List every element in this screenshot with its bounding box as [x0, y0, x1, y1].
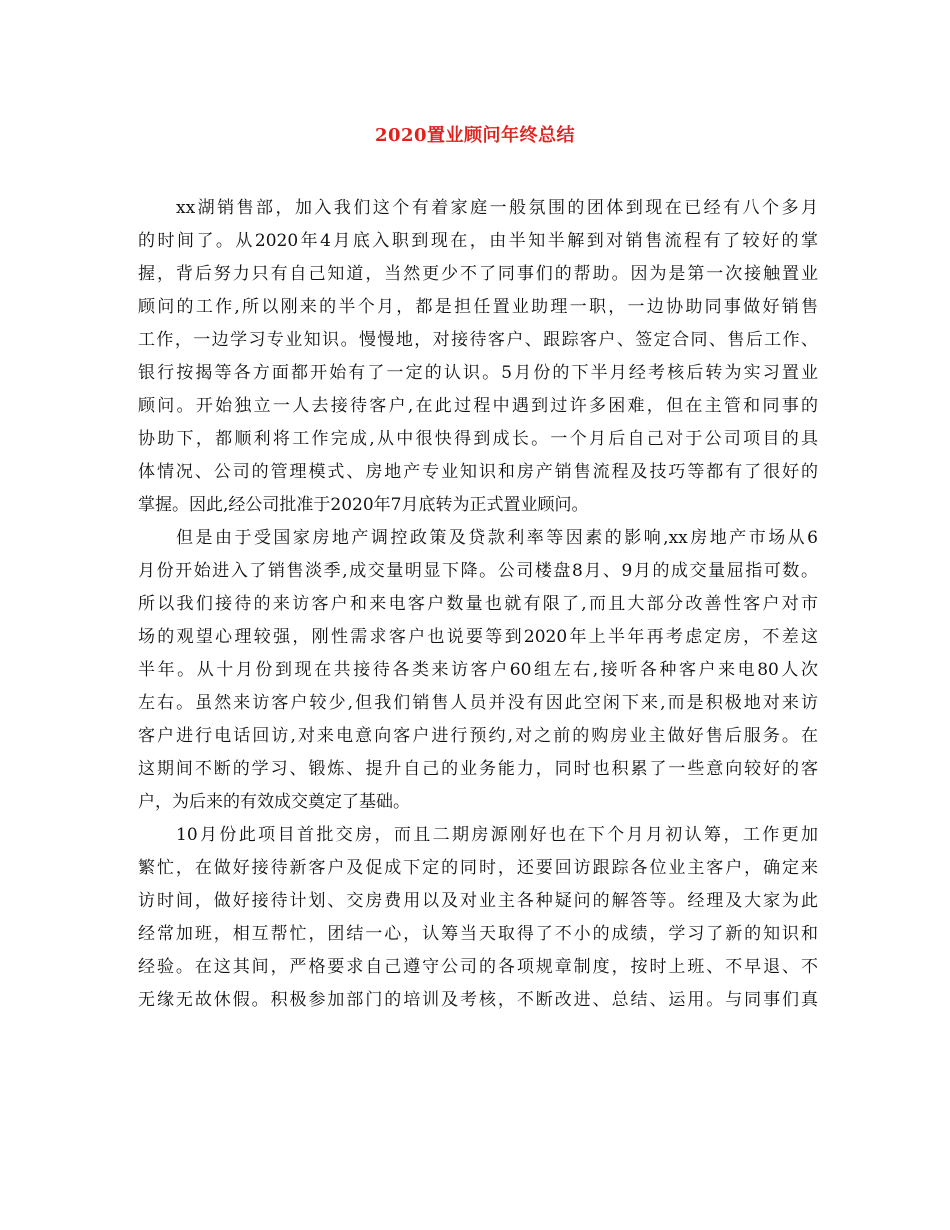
- body-line: 顾问。开始独立一人去接待客户,在此过程中遇到过许多困难，但在主管和同事的: [138, 396, 818, 416]
- body-line: 无缘无故休假。积极参加部门的培训及考核，不断改进、总结、运用。与同事们真: [138, 990, 818, 1010]
- body-line: 体情况、公司的管理模式、房地产专业知识和房产销售流程及技巧等都有了很好的: [138, 462, 818, 482]
- body-line: 银行按揭等各方面都开始有了一定的认识。5月份的下半月经考核后转为实习置业: [138, 363, 818, 383]
- body-line: 这期间不断的学习、锻炼、提升自己的业务能力，同时也积累了一些意向较好的客: [138, 759, 818, 779]
- body-line: 的时间了。从2020年4月底入职到现在，由半知半解到对销售流程有了较好的掌: [138, 231, 818, 251]
- body-line: 访时间，做好接待计划、交房费用以及对业主各种疑问的解答等。经理及大家为此: [138, 891, 818, 911]
- body-line: 月份开始进入了销售淡季,成交量明显下降。公司楼盘8月、9月的成交量屈指可数。: [138, 561, 818, 581]
- body-line: 经验。在这其间，严格要求自己遵守公司的各项规章制度，按时上班、不早退、不: [138, 957, 818, 977]
- body-line: 半年。从十月份到现在共接待各类来访客户60组左右,接听各种客户来电80人次: [138, 660, 818, 680]
- body-line: 工作，一边学习专业知识。慢慢地，对接待客户、跟踪客户、签定合同、售后工作、: [138, 330, 818, 350]
- body-line: 场的观望心理较强，刚性需求客户也说要等到2020年上半年再考虑定房，不差这: [138, 627, 818, 647]
- body-line: xx湖销售部，加入我们这个有着家庭一般氛围的团体到现在已经有八个多月: [176, 198, 818, 218]
- body-line: 掌握。因此,经公司批准于2020年7月底转为正式置业顾问。: [138, 495, 589, 515]
- body-line: 左右。虽然来访客户较少,但我们销售人员并没有因此空闲下来,而是积极地对来访: [138, 693, 818, 713]
- body-line: 所以我们接待的来访客户和来电客户数量也就有限了,而且大部分改善性客户对市: [138, 594, 818, 614]
- body-line: 户，为后来的有效成交奠定了基础。: [138, 792, 410, 812]
- body-line: 顾问的工作,所以刚来的半个月，都是担任置业助理一职，一边协助同事做好销售: [138, 297, 818, 317]
- body-line: 但是由于受国家房地产调控政策及贷款利率等因素的影响,xx房地产市场从6: [176, 528, 818, 548]
- body-line: 客户进行电话回访,对来电意向客户进行预约,对之前的购房业主做好售后服务。在: [138, 726, 818, 746]
- body-line: 10月份此项目首批交房，而且二期房源刚好也在下个月月初认筹，工作更加: [176, 825, 818, 845]
- body-line: 繁忙，在做好接待新客户及促成下定的同时，还要回访跟踪各位业主客户，确定来: [138, 858, 818, 878]
- body-line: 经常加班，相互帮忙，团结一心，认筹当天取得了不小的成绩，学习了新的知识和: [138, 924, 818, 944]
- body-line: 协助下，都顺利将工作完成,从中很快得到成长。一个月后自己对于公司项目的具: [138, 429, 818, 449]
- document-title: 2020置业顾问年终总结: [374, 125, 576, 146]
- body-line: 握，背后努力只有自己知道，当然更少不了同事们的帮助。因为是第一次接触置业: [138, 264, 818, 284]
